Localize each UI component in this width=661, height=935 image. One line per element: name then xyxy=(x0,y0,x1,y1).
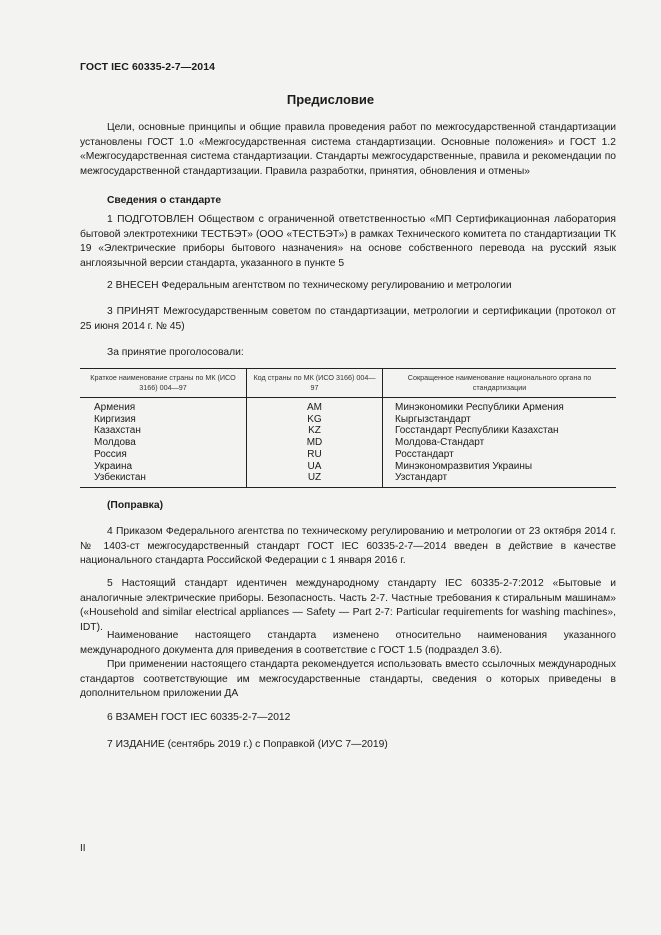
table-header-code: Код страны по МК (ИСО 3166) 004—97 xyxy=(247,369,383,398)
page-number: II xyxy=(80,843,86,854)
item-6-paragraph: 6 ВЗАМЕН ГОСТ IEC 60335-2-7—2012 xyxy=(107,712,291,723)
cell-country: Казахстан xyxy=(94,425,141,437)
cell-code: KZ xyxy=(247,425,383,437)
cell-code: UZ xyxy=(247,472,383,487)
cell-body: Молдова-Стандарт xyxy=(383,437,617,449)
cell-body: Минэкономразвития Украины xyxy=(383,461,617,473)
table-header-country: Краткое наименование страны по МК (ИСО 3166) 004—97 xyxy=(80,369,247,398)
cell-body: Кыргызстандарт xyxy=(383,414,617,426)
table-row xyxy=(80,414,616,426)
vote-label: За принятие проголосовали: xyxy=(107,347,244,358)
cell-code: AM xyxy=(247,398,383,414)
cell-country: Россия xyxy=(94,448,127,460)
table-row xyxy=(80,449,616,461)
voting-table xyxy=(80,368,616,488)
item-1-paragraph: 1 ПОДГОТОВЛЕН Обществом с ограниченной ответственностью «МП Сертификационная лаборатория бытовой электротехники ТЕСТБЭТ» (ООО «ТЕСТБЭТ») в рамках Технического комитета по стандартизации ТК 19 «Электрические приборы бытового назначения» на основе собственного перевода на русский язык англоязычной версии стандарта, указанного в пункте 5 xyxy=(80,214,616,269)
cell-body: Госстандарт Республики Казахстан xyxy=(383,425,617,437)
item-5-usage-paragraph: При применении настоящего стандарта рекомендуется использовать вместо ссылочных международных стандартов соответствующие им межгосударственные стандарты, сведения о которых приведены в дополнительном приложении ДА xyxy=(80,659,616,699)
table-header-body: Сокращенное наименование национального органа по стандартизации xyxy=(383,369,617,398)
cell-body: Минэкономики Республики Армения xyxy=(383,398,617,414)
cell-country: Киргизия xyxy=(94,413,136,425)
cell-country: Армения xyxy=(94,402,136,413)
section-heading: Сведения о стандарте xyxy=(107,195,222,206)
table-row xyxy=(80,437,616,449)
cell-code: UA xyxy=(247,461,383,473)
cell-country: Узбекистан xyxy=(80,472,247,487)
item-3-paragraph: 3 ПРИНЯТ Межгосударственным советом по стандартизации, метрологии и сертификации (протокол от 25 июня 2014 г. № 45) xyxy=(80,306,616,332)
page-title: Предисловие xyxy=(286,92,375,107)
item-7-paragraph: 7 ИЗДАНИЕ (сентябрь 2019 г.) с Поправкой (ИУС 7—2019) xyxy=(107,739,388,750)
cell-body: Узстандарт xyxy=(383,472,617,487)
cell-country: Молдова xyxy=(94,437,136,449)
cell-code: MD xyxy=(247,437,383,449)
amendment-label: (Поправка) xyxy=(107,500,163,511)
cell-code: RU xyxy=(247,449,383,461)
item-5-rename-paragraph: Наименование настоящего стандарта изменено относительно наименования указанного международного документа для приведения в соответствие с ГОСТ 1.5 (подраздел 3.6). xyxy=(80,630,616,656)
table-row xyxy=(80,425,616,437)
item-2-paragraph: 2 ВНЕСЕН Федеральным агентством по техническому регулированию и метрологии xyxy=(107,280,512,291)
item-4-paragraph: 4 Приказом Федерального агентства по техническому регулированию и метрологии от 23 октября 2014 г. № 1403-ст межгосударственный стандарт ГОСТ IEC 60335-2-7—2014 введен в действие в качестве национального стандарта Российской Федерации с 1 января 2016 г. xyxy=(80,526,616,566)
cell-code: KG xyxy=(247,414,383,426)
intro-paragraph: Цели, основные принципы и общие правила проведения работ по межгосударственной стандартизации установлены ГОСТ 1.0 «Межгосударственная система стандартизации. Основные положения» и ГОСТ 1.2 «Межгосударственная система стандартизации. Стандарты межгосударственные, правила и рекомендации по межгосударственной стандартизации. Правила разработки, принятия, обновления и отмены» xyxy=(80,122,616,177)
table-row xyxy=(80,398,616,414)
table-row xyxy=(80,472,616,487)
table-row xyxy=(80,461,616,473)
cell-country: Украина xyxy=(94,460,133,472)
cell-body: Росстандарт xyxy=(383,449,617,461)
document-header: ГОСТ IEC 60335-2-7—2014 xyxy=(80,61,216,73)
item-5-paragraph: 5 Настоящий стандарт идентичен международному стандарту IEC 60335-2-7:2012 «Бытовые и аналогичные электрические приборы. Безопасность. Часть 2-7. Частные требования к стиральным машинам» («Household and similar electrical appliances — Safety — Part 2-7: Particular requirements for washing machines», IDT). xyxy=(80,578,616,633)
